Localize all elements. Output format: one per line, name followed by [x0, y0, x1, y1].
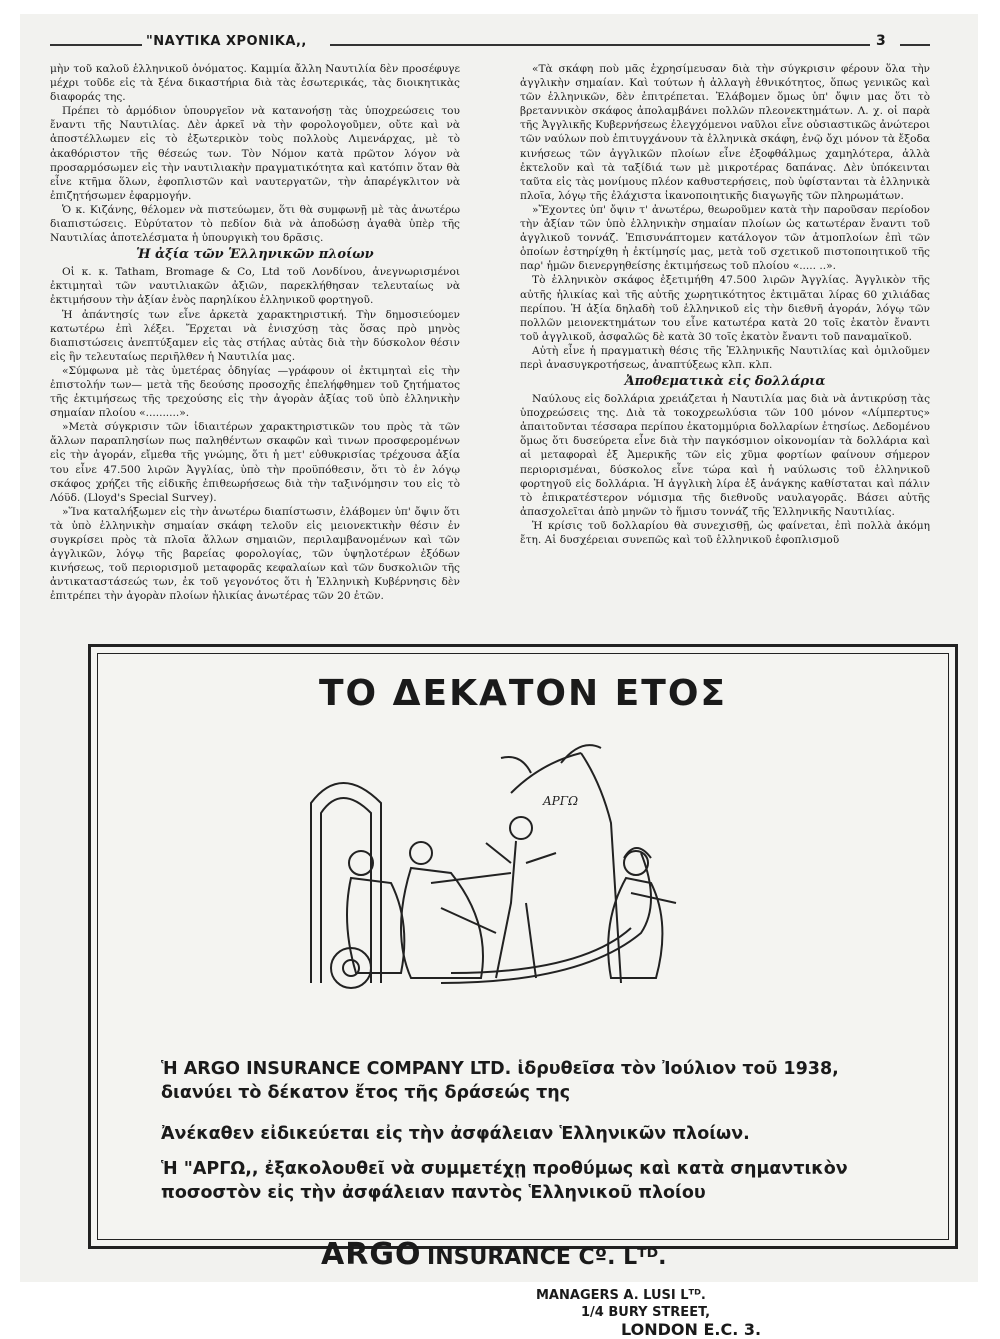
paragraph: »Ἵνα καταλήξωμεν εἰς τὴν ἀνωτέρω διαπίστωσιν, ἐλάβομεν ὑπ' ὄψιν ὅτι τὰ ὑπὸ ἑλληνικὴν σημαίαν σκάφη τελοῦν εἰς μειονεκτικὴν θέσιν ἐν συγκρίσει πρὸς τὰ πλοῖα ἄλλων σημαιῶν, περιλαμβανομένων καὶ τῶν ἀγγλικῶν, λόγῳ τῆς βαρείας φορολογίας, τῶν ὑψηλοτέρων ἐξόδων κινήσεως, τοῦ περιορισμοῦ μεταφορᾶς κεφαλαίων καὶ τῶν δυσκολιῶν τῆς ἀντικαταστάσεώς των, ἐκ τοῦ γεγονότος ὅτι ἡ Ἑλληνικὴ Κυβέρνησις δὲν ἐπιτρέπει τὴν ἀγορὰν πλοίων ἡλικίας ἀνωτέρας τῶν 20 ἐτῶν. [50, 505, 460, 603]
paragraph: »Ἔχοντες ὑπ' ὄψιν τ' ἀνωτέρω, θεωροῦμεν κατὰ τὴν παροῦσαν περίοδον τὴν ἀξίαν τῶν ὑπὸ ἑλληνικὴν σημαίαν πλοίων ὡς κατωτέραν ἔναντι τοῦ ἀγγλικοῦ τοννάζ. Ἐπισυνάπτομεν κατάλογον τῶν ἀτμοπλοίων ἐπὶ τῶν ὁποίων ἐστηρίχθη ἡ ἐκτίμησίς μας, μετὰ τοῦ σχετικοῦ πιστοποιητικοῦ τῆς παρ' ἡμῶν διενεργηθείσης ἐκτιμήσεως τοῦ πλοίου «..... ..». [520, 203, 930, 273]
city-line: LONDON E.C. 3. [621, 1320, 762, 1339]
paragraph: «Σύμφωνα μὲ τὰς ὑμετέρας ὁδηγίας —γράφουν οἱ ἐκτιμηταὶ εἰς τὴν ἐπιστολήν των— μετὰ τῆς δεούσης προσοχῆς ἐπελήφθημεν τοῦ ζητήματος τῆς ἐκτιμήσεως τῆς τρεχούσης εἰς τὴν ἀγορὰν ἀξίας τοῦ ὑπὸ ἑλληνικὴν σημαίαν πλοίου «..........». [50, 364, 460, 420]
argo-brand [321, 1237, 666, 1272]
paragraph: «Τὰ σκάφη ποὺ μᾶς ἐχρησίμευσαν διὰ τὴν σύγκρισιν φέρουν ὅλα τὴν ἀγγλικὴν σημαίαν. Καὶ τούτων ἡ ἀλλαγὴ ἐθνικότητος, ὅπως γενικῶς καὶ τῶν ἑλληνικῶν, δὲν ἐπιτρέπεται. Ἐλάβομεν ὅμως ὑπ' ὄψιν μας ὅτι τὸ βρεταννικὸν σκάφος ἀπολαμβάνει πολλῶν πλεονεκτημάτων. Λ. χ. οἱ παρὰ τῆς Ἀγγλικῆς Κυβερνήσεως ἐλεγχόμενοι ναῦλοι εἶνε οὐσιαστικῶς ἀνώτεροι τῶν ναύλων ποὺ ἐπιτυγχάνουν τὰ ἑλληνικὰ σκάφη, ἐνῷ ὄχι μόνον τὰ ἔξοδα κινήσεως τῶν ἀγγλικῶν πλοίων εἶνε ἐξοφθάλμως χαμηλότερα, ἀλλὰ ἐκτελοῦν καὶ τὰ ταξίδιά των μὲ μικροτέρας δαπάνας. Δὲν ὑπόκεινται ταῦτα εἰς τὰς μονίμους πλέον καθυστερήσεις, ποὺ ὑφίστανται τὰ ἑλληνικὰ πλοῖα, λόγῳ τῆς ἐλάχιστα ἱκανοποιητικῆς διαγωγῆς τῶν πληρωμάτων. [520, 63, 930, 202]
paragraph: Ἡ κρίσις τοῦ δολλαρίου θὰ συνεχισθῇ, ὡς φαίνεται, ἐπὶ πολλὰ ἀκόμη ἔτη. Αἱ δυσχέρειαι συνεπῶς καὶ τοῦ ἑλληνικοῦ ἐφοπλισμοῦ [520, 519, 930, 546]
ad-title: ΤΟ ΔΕΚΑΤΟΝ ΕΤΟΣ [318, 673, 728, 714]
paragraph: Πρέπει τὸ ἁρμόδιον ὑπουργεῖον νὰ κατανοήσῃ τὰς ὑποχρεώσεις του ἔναντι τῆς Ναυτιλίας. Δὲν ἀρκεῖ νὰ τὴν φορολογοῦμεν, οὔτε καὶ νὰ ἀποστέλλωμεν εἰς τὸ ἐξωτερικὸν τοὺς πολλοὺς Λιμενάρχας, μὲ τὸ ἀκαθόριστον τῆς θέσεώς των. Τὸν Νόμον κατὰ πρῶτον λόγον νὰ προσαρμόσωμεν εἰς τὴν ναυτιλιακὴν πραγματικότητα καὶ κατόπιν ὅταν θὰ εἶνε κτῆμα ὅλων, ἐφοπλιστῶν καὶ ναυτεργατῶν, τὴν ἀπαρέγκλιτον νὰ ἐπιζητήσωμεν ἐφαρμογήν. [50, 105, 460, 202]
brand-main: ARGO [321, 1237, 422, 1272]
managers-line: MANAGERS A. LUSI Lᵀᴰ. [536, 1288, 706, 1303]
left-column [50, 62, 460, 603]
header-rule-middle [330, 44, 870, 46]
newspaper-page [20, 14, 978, 1339]
header-rule-left [50, 44, 142, 46]
paragraph: Ὁ κ. Κιζάνης, θέλομεν νὰ πιστεύωμεν, ὅτι θὰ συμφωνῇ μὲ τὰς ἀνωτέρω διαπιστώσεις. Εὐρύτατον τὸ πεδίον διὰ νὰ ἀποδώσῃ ἀγαθὰ ὑπὲρ τῆς Ναυτιλίας ἀποτελέσματα ἡ ὑπουργικὴ του δρᾶσις. [50, 203, 460, 245]
paragraph: Ἡ ἀπάντησίς των εἶνε ἀρκετὰ χαρακτηριστική. Τὴν δημοσιεύομεν κατωτέρω ἐπὶ λέξει. Ἔρχεται νὰ ἐνισχύσῃ τὰς ὅσας πρὸ μηνὸς διαπιστώσεις ἀνεπτύξαμεν εἰς τὰς στήλας αὐτὰς διὰ τὴν δύσκολον θέσιν εἰς ἣν τελευταίως περιῆλθεν ἡ Ναυτιλία μας. [50, 308, 460, 363]
paragraph: Αὐτὴ εἶνε ἡ πραγματικὴ θέσις τῆς Ἑλληνικῆς Ναυτιλίας καὶ ὁμιλοῦμεν περὶ ἀνασυγκροτήσεως, ἀναπτύξεως κλπ. κλπ. [520, 344, 930, 371]
paragraph: Οἱ κ. κ. Tatham, Bromage & Co, Ltd τοῦ Λονδίνου, ἀνεγνωρισμένοι ἐκτιμηταὶ τῶν ναυτιλιακῶν ἀξιῶν, παρεκλήθησαν τελευταίως νὰ ἐκτιμήσουν τὴν ἀξίαν ἑνὸς παρηλίκου ἑλληνικοῦ φορτηγοῦ. [50, 266, 460, 307]
ad-line-founded: Ἡ ARGO INSURANCE COMPANY LTD. ἱδρυθεῖσα τὸν Ἰούλιον τοῦ 1938, διανύει τὸ δέκατον ἔτος τῆς δράσεώς της [161, 1059, 839, 1103]
header-rule-right [900, 44, 930, 46]
right-column [520, 62, 930, 547]
paragraph: Ναύλους εἰς δολλάρια χρειάζεται ἡ Ναυτιλία μας διὰ νὰ ἀντικρύσῃ τὰς ὑποχρεώσεις της. Διὰ τὰ τοκοχρεωλύσια τῶν 100 μόνον «Λίμπερτυς» ἀπαιτοῦνται τέσσαρα περίπου ἑκατομμύρια δολλαρίων ἐτησίως. Δεδομένου ὅμως ὅτι δυσεύρετα εἶνε διὰ τὴν παγκόσμιον οἰκονομίαν τὰ δολλάρια καὶ αἱ μεταφοραὶ ἐξ Ἀμερικῆς τῶν εἰς χῦμα φορτίων φαίνουν σήμερον περιορισμέναι, δύσκολος εἶνε τώρα καὶ ἡ ναύλωσις τοῦ ἑλληνικοῦ φορτηγοῦ εἰς δολλάρια. Ἡ ἀγγλικὴ λίρα ἐξ ἀνάγκης καθίσταται καὶ πάλιν τὸ ἐπικρατέστερον νόμισμα τῆς διεθνοῦς ναυλαγορᾶς. Βάσει αὐτῆς ἀπασχολεῖται ἀπὸ μηνῶν τὸ ἥμισυ τοννάζ τῆς Ἑλληνικῆς Ναυτιλίας. [520, 393, 930, 518]
brand-rest: INSURANCE Cº. Lᵀᴰ. [427, 1245, 667, 1270]
paragraph: »Μετὰ σύγκρισιν τῶν ἰδιαιτέρων χαρακτηριστικῶν του πρὸς τὰ τῶν ἄλλων παραπλησίων πως παληθέντων σκαφῶν καὶ τινων προσφερομένων εἰς τὴν ἀγοράν, εἴμεθα τῆς γνώμης, ὅτι ἡ μετ' εὐθυκρισίας τρέχουσα ἀξία του εἶνε 47.500 λιρῶν Ἀγγλίας, ὑπὸ τὴν προϋπόθεσιν, ὅτι τὸ ἐν λόγῳ σκάφος χρήζει τῆς εἰδικῆς ἐπιθεωρήσεως διὰ τὴν ταξινόμησιν του εἰς τὸ Λόϋδ. (Lloyd's Special Survey). [50, 421, 460, 504]
argonauts-illustration [281, 733, 721, 1003]
illustration-caption: ΑΡΓΩ [543, 794, 579, 808]
ad-line-participation: Ἡ "ΑΡΓΩ,, ἐξακολουθεῖ νὰ συμμετέχῃ προθύμως καὶ κατὰ σημαντικὸν ποσοστὸν εἰς τὴν ἀσφάλειαν παντὸς Ἑλληνικοῦ πλοίου [161, 1159, 848, 1203]
ad-line-specialty: Ἀνέκαθεν εἰδικεύεται εἰς τὴν ἀσφάλειαν Ἑλληνικῶν πλοίων. [161, 1124, 750, 1144]
page-number: 3 [876, 33, 886, 49]
paragraph: Τὸ ἑλληνικὸν σκάφος ἐξετιμήθη 47.500 λιρῶν Ἀγγλίας. Ἀγγλικὸν τῆς αὐτῆς ἡλικίας καὶ τῆς αὐτῆς χωρητικότητος ἐκτιμᾶται λίρας 60 χιλιάδας περίπου. Ἡ ἀξία δηλαδὴ τοῦ ἑλληνικοῦ εἰς τὴν διεθνῆ ἀγοράν, λόγῳ τῶν πολλῶν μειονεκτημάτων του εἶνε κατωτέρα κατὰ 20 τοῖς ἑκατὸν ἔναντι τοῦ ἀγγλικοῦ, ἀσφαλῶς δὲ κατὰ 30 τοῖς ἑκατὸν ἔναντι τοῦ παναμαϊκοῦ. [520, 274, 930, 343]
page-header [50, 34, 930, 54]
paragraph: μὴν τοῦ καλοῦ ἑλληνικοῦ ὀνόματος. Καμμία ἄλλη Ναυτιλία δὲν προσέφυγε μέχρι τοῦδε εἰς τὰ ξένα δικαστήρια διὰ τὰς ἐσωτερικάς, τὰς διοικητικὰς διαφοράς της. [50, 63, 460, 104]
publication-title: "ΝΑΥΤΙΚΑ ΧΡΟΝΙΚΑ,, [146, 34, 307, 49]
street-line: 1/4 BURY STREET, [581, 1305, 711, 1320]
section-heading: Ἀποθεματικὰ εἰς δολλάρια [624, 374, 826, 390]
argo-advertisement [88, 644, 958, 1339]
section-heading: Ἡ ἀξία τῶν Ἑλληνικῶν πλοίων [136, 247, 374, 263]
